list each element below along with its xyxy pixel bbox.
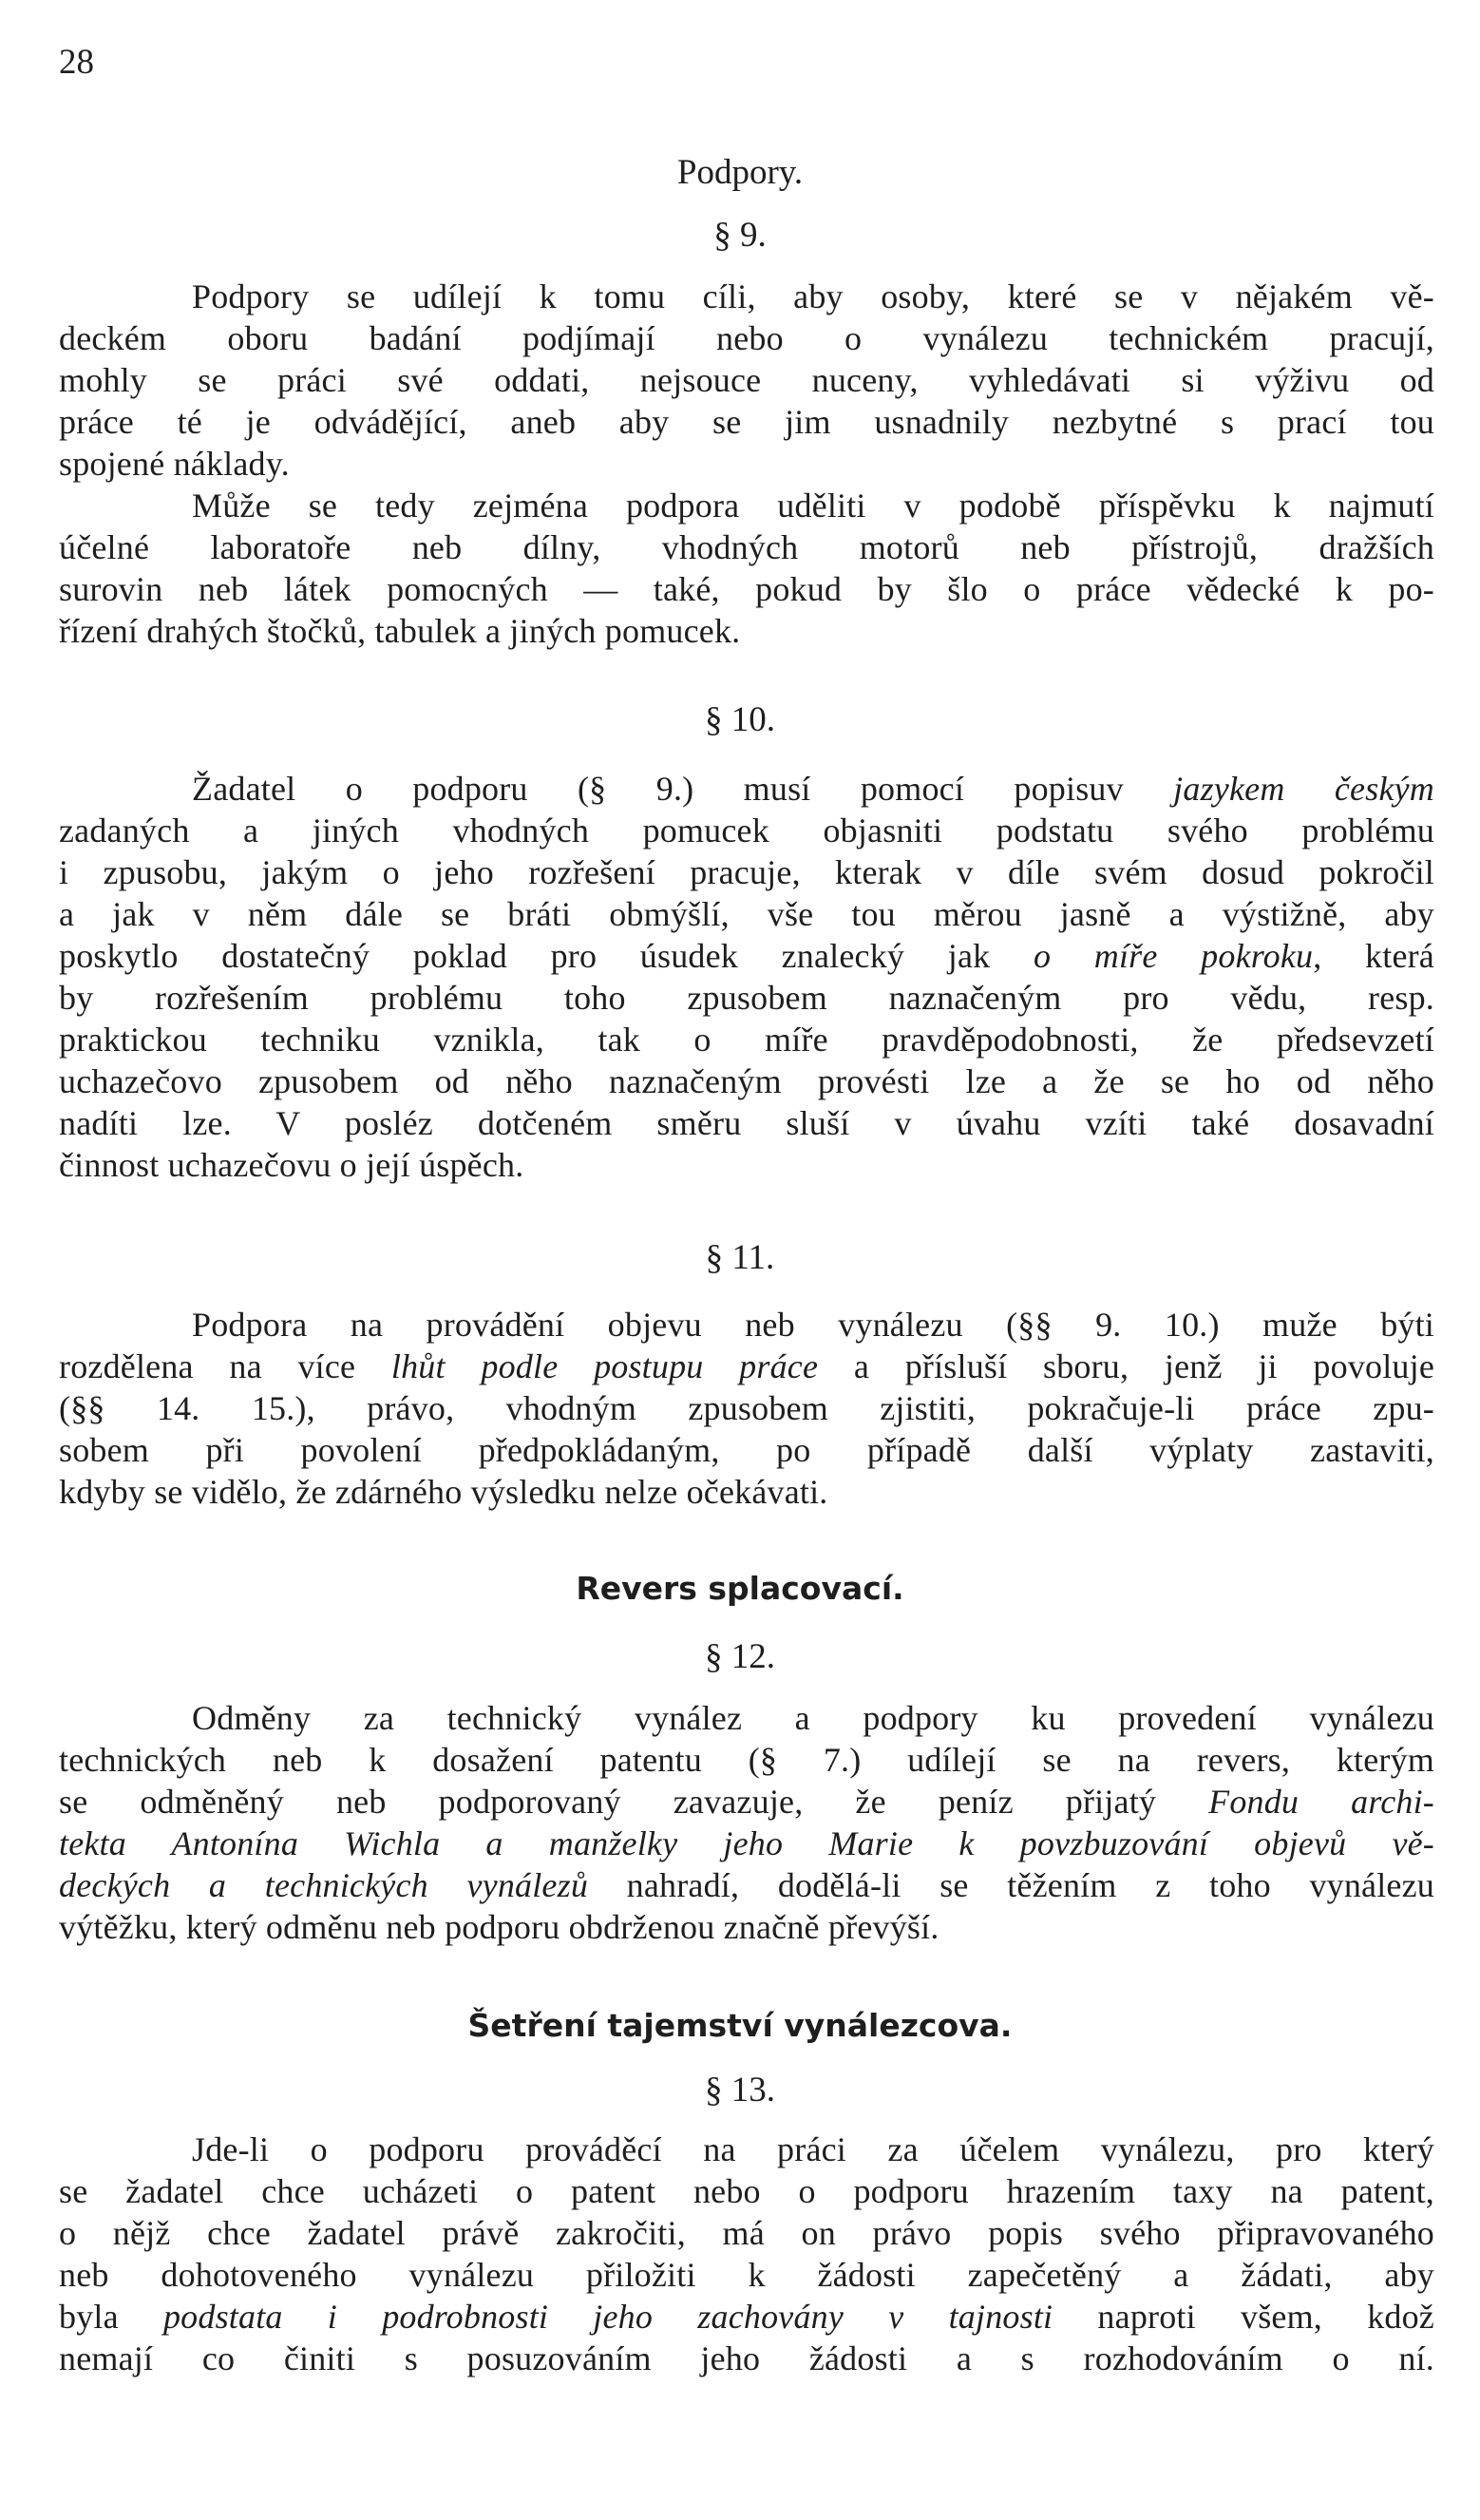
text-line: deckém oboru badání podjímají nebo o vynálezu technickém pracují,	[59, 319, 1434, 357]
text-line: poskytlo dostatečný poklad pro úsudek znalecký jak o míře pokroku, která	[59, 937, 1434, 975]
text-line: mohly se práci své oddati, nejsouce nuceny, vyhledávati si výživu od	[59, 361, 1434, 399]
text-line: praktickou techniku vznikla, tak o míře pravděpodobnosti, že předsevzetí	[59, 1021, 1434, 1059]
text-line: spojené náklady.	[59, 445, 290, 483]
text-line: práce té je odvádějící, aneb aby se jim usnadnily nezbytné s prací tou	[59, 403, 1434, 441]
text-line: kdyby se vidělo, že zdárného výsledku nelze očekávati.	[59, 1473, 828, 1511]
heading-tajemstvi: Šetření tajemství vynálezcova.	[467, 2007, 1013, 2044]
text-line: nemají co činiti s posuzováním jeho žádosti a s rozhodováním o ní.	[59, 2339, 1434, 2377]
paragraph-12	[59, 1697, 1434, 1948]
text-line: deckých a technických vynálezů nahradí, dodělá-li se těžením z toho vynálezu	[59, 1866, 1434, 1904]
text-line: Odměny za technický vynález a podpory ku provedení vynálezu	[192, 1699, 1434, 1737]
emphasis: deckých a technických vynálezů	[59, 1866, 589, 1904]
heading-podpory: Podpory.	[676, 153, 804, 192]
emphasis: tekta Antonína Wichla a manželky jeho Marie k povzbuzování objevů vě-	[59, 1824, 1434, 1862]
text-line: Žadatel o podporu (§ 9.) musí pomocí popisuv jazykem českým	[192, 770, 1434, 808]
text-line: Jde-li o podporu prováděcí na práci za účelem vynálezu, pro který	[192, 2130, 1434, 2168]
paragraph-10	[59, 768, 1434, 1186]
emphasis: o míře pokroku	[1033, 937, 1314, 975]
section-label-10: § 10.	[705, 700, 775, 739]
paragraph-11	[59, 1304, 1434, 1513]
text-line: rozdělena na více lhůt podle postupu práce a přísluší sboru, jenž ji povoluje	[59, 1347, 1434, 1385]
text-line: technických neb k dosažení patentu (§ 7.) udílejí se na revers, kterým	[59, 1741, 1434, 1779]
text-line: by rozřešením problému toho zpusobem naznačeným pro vědu, resp.	[59, 979, 1434, 1017]
text-line: se žadatel chce ucházeti o patent nebo o podporu hrazením taxy na patent,	[59, 2172, 1434, 2210]
section-label-9: § 9.	[713, 216, 767, 255]
text-line: se odměněný neb podporovaný zavazuje, že peníz přijatý Fondu archi-	[59, 1783, 1434, 1821]
emphasis: podstata i podrobnosti jeho zachovány v tajnosti	[162, 2298, 1053, 2336]
text-line: zadaných a jiných vhodných pomucek objasniti podstatu svého problému	[59, 811, 1434, 850]
paragraph-9-1	[59, 276, 1434, 485]
text-line	[59, 1823, 1434, 1864]
text-line: neb dohotoveného vynálezu přiložiti k žádosti zapečetěný a žádati, aby	[59, 2256, 1434, 2294]
paragraph-9-2	[59, 485, 1434, 652]
text-line: a jak v něm dále se bráti obmýšlí, vše tou měrou jasně a výstižně, aby	[59, 895, 1434, 933]
text-line: byla podstata i podrobnosti jeho zachovány v tajnosti naproti všem, kdož	[59, 2298, 1434, 2336]
emphasis: Fondu archi-	[1208, 1783, 1434, 1821]
text-line: uchazečovo zpusobem od něho naznačeným provésti lze a že se ho od něho	[59, 1062, 1434, 1100]
text-line: činnost uchazečovu o její úspěch.	[59, 1146, 524, 1184]
page-number: 28	[59, 43, 94, 82]
heading-revers: Revers splacovací.	[576, 1570, 904, 1607]
text-line: výtěžku, který odměnu neb podporu obdrženou značně převýší.	[59, 1908, 939, 1946]
text-line: Podpory se udílejí k tomu cíli, aby osoby, které se v nějakém vě-	[192, 277, 1434, 315]
text-line: účelné laboratoře neb dílny, vhodných motorů neb přístrojů, dražších	[59, 528, 1434, 566]
text-line: i zpusobu, jakým o jeho rozřešení pracuje, kterak v díle svém dosud pokročil	[59, 853, 1434, 891]
text-line: Může se tedy zejména podpora uděliti v podobě příspěvku k najmutí	[192, 487, 1434, 525]
section-label-11: § 11.	[705, 1238, 775, 1277]
emphasis: jazykem českým	[1173, 770, 1434, 808]
section-label-13: § 13.	[705, 2071, 775, 2110]
text-line: o nějž chce žadatel právě zakročiti, má on právo popis svého připravovaného	[59, 2214, 1434, 2252]
text-line: řízení drahých štočků, tabulek a jiných pomucek.	[59, 612, 741, 650]
text-line: nadíti lze. V posléz dotčeném směru sluší v úvahu vzíti také dosavadní	[59, 1104, 1434, 1142]
text-line: surovin neb látek pomocných — také, pokud by šlo o práce vědecké k po-	[59, 570, 1434, 608]
text-line: Podpora na provádění objevu neb vynálezu (§§ 9. 10.) muže býti	[192, 1306, 1434, 1344]
section-label-12: § 12.	[705, 1637, 775, 1676]
paragraph-13	[59, 2129, 1434, 2379]
text-line: sobem při povolení předpokládaným, po případě další výplaty zastaviti,	[59, 1431, 1434, 1469]
text-line: (§§ 14. 15.), právo, vhodným zpusobem zjistiti, pokračuje-li práce zpu-	[59, 1389, 1434, 1427]
emphasis: lhůt podle postupu práce	[390, 1347, 819, 1385]
